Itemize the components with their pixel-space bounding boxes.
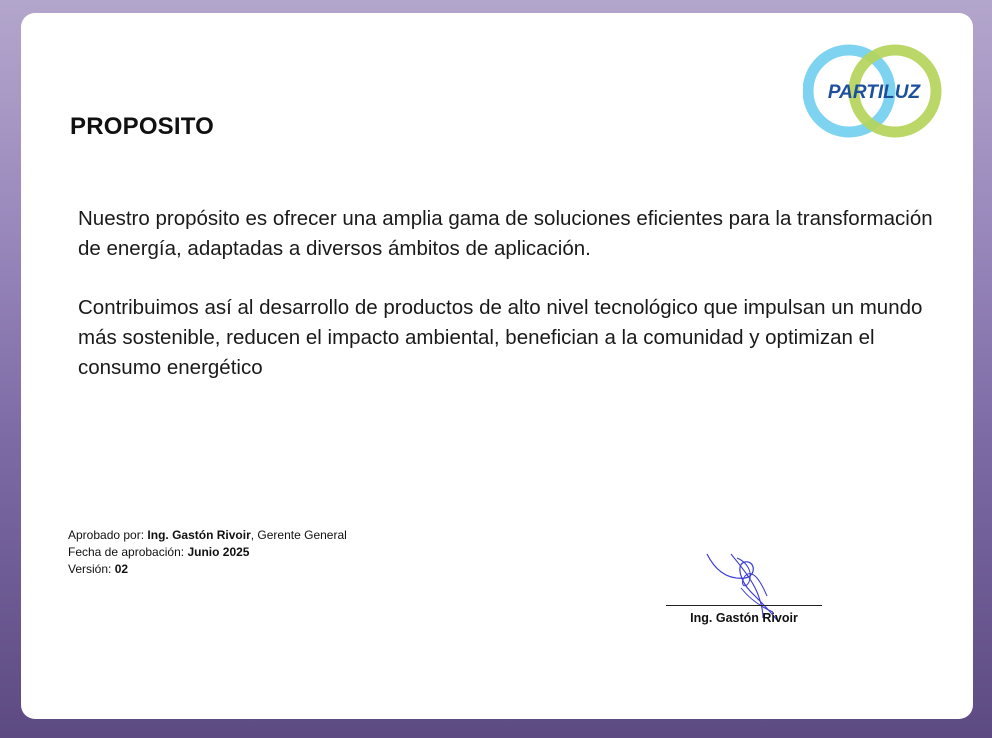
signature-name: Ing. Gastón Rivoir: [690, 611, 798, 625]
approval-date-value: Junio 2025: [187, 545, 250, 559]
approval-date-label: Fecha de aprobación:: [68, 545, 185, 559]
approved-by-role: , Gerente General: [250, 528, 347, 542]
paragraph-2: Contribuimos así al desarrollo de productos de alto nivel tecnológico que impulsan un mundo más sostenible, reducen el impacto ambiental, benefician a la comunidad y optimizan el consumo energético: [78, 296, 923, 379]
version-label: Versión:: [68, 562, 112, 576]
document-card: [21, 13, 973, 719]
approved-by-name: Ing. Gastón Rivoir: [147, 528, 251, 542]
paragraph-1: Nuestro propósito es ofrecer una amplia gama de soluciones eficientes para la transformación de energía, adaptadas a diversos ámbitos de aplicación.: [78, 207, 933, 260]
page-title: PROPOSITO: [70, 113, 215, 140]
version-value: 02: [114, 562, 129, 576]
signature-line: [666, 605, 822, 606]
logo-text: PARTILUZ: [827, 82, 921, 103]
body-text: [78, 204, 938, 412]
approved-by-label: Aprobado por:: [68, 528, 145, 542]
approval-date-line: [68, 544, 347, 561]
approval-info: [68, 527, 347, 578]
partiluz-logo: [803, 41, 945, 141]
approved-by-line: [68, 527, 347, 544]
version-line: [68, 561, 347, 578]
